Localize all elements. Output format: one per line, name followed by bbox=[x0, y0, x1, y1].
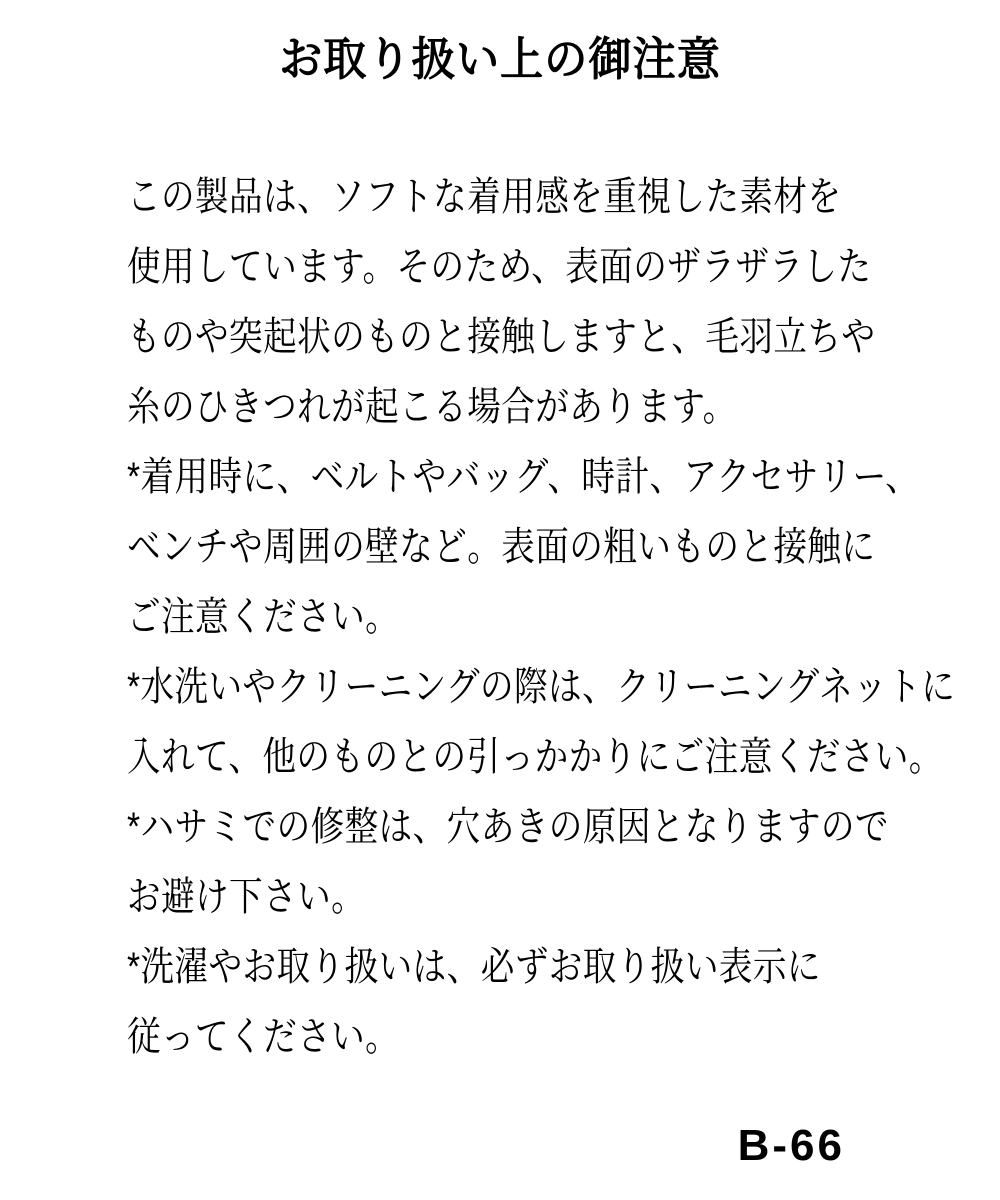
body-text-block bbox=[127, 162, 960, 1072]
body-line: 入れて、他のものとの引っかかりにご注意ください。 bbox=[127, 735, 943, 779]
body-line: ベンチや周囲の壁など。表面の粗いものと接触に bbox=[127, 525, 876, 569]
body-line: *着用時に、ベルトやバッグ、時計、アクセサリー、 bbox=[127, 455, 920, 499]
body-line: 従ってください。 bbox=[127, 1015, 400, 1059]
page-code: B-66 bbox=[737, 1121, 845, 1170]
body-line: *洗濯やお取り扱いは、必ずお取り扱い表示に bbox=[127, 945, 821, 989]
body-line: *ハサミでの修整は、穴あきの原因となりますので bbox=[127, 805, 889, 849]
body-line: *水洗いやクリーニングの際は、クリーニングネットに bbox=[127, 665, 956, 709]
body-line: お避け下さい。 bbox=[127, 875, 366, 919]
body-line: 糸のひきつれが起こる場合があります。 bbox=[127, 385, 737, 429]
body-line: 使用しています。そのため、表面のザラザラした bbox=[127, 245, 872, 289]
body-line: この製品は、ソフトな着用感を重視した素材を bbox=[127, 175, 842, 219]
page-title: お取り扱い上の御注意 bbox=[279, 33, 721, 85]
body-line: ものや突起状のものと接触しますと、毛羽立ちや bbox=[127, 315, 876, 359]
body-line: ご注意ください。 bbox=[127, 595, 400, 639]
